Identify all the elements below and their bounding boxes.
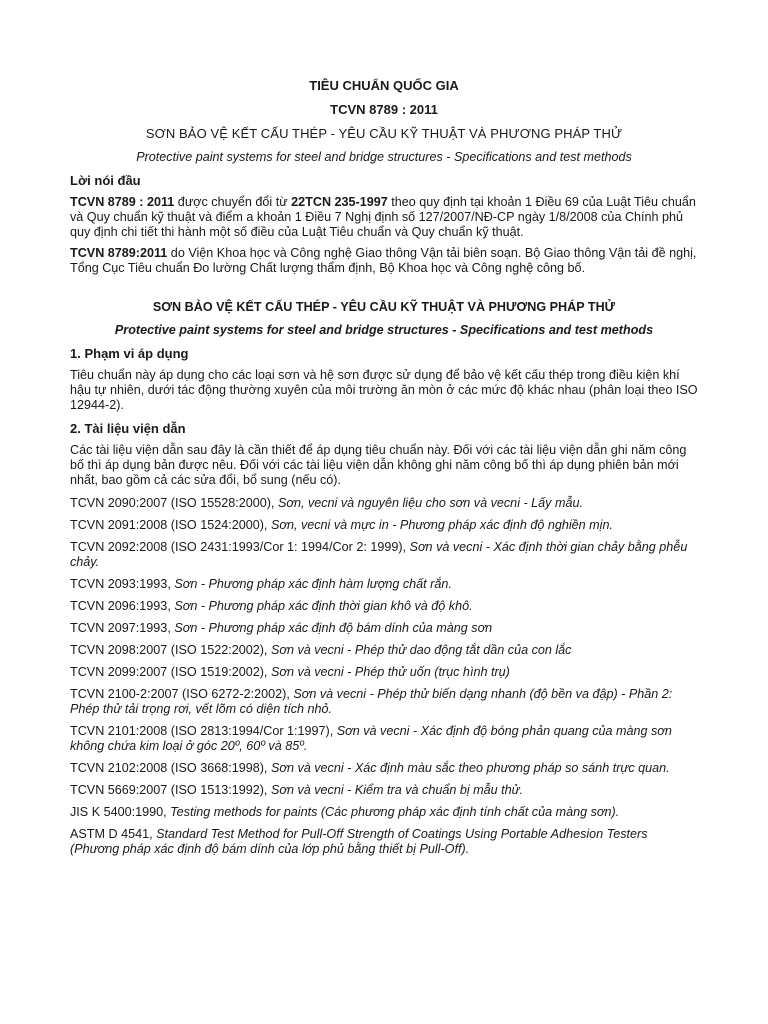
reference-code: TCVN 2099:2007 (ISO 1519:2002), xyxy=(70,665,271,679)
foreword-text: được chuyển đổi từ xyxy=(174,195,292,209)
reference-title: Sơn và vecni - Phép thử uốn (trục hình trụ) xyxy=(270,665,510,679)
reference-title: Sơn và vecni - Phép thử dao động tắt dần của con lắc xyxy=(270,643,572,657)
reference-item xyxy=(70,761,698,776)
document-page xyxy=(70,78,698,864)
reference-code: TCVN 2101:2008 (ISO 2813:1994/Cor 1:1997), xyxy=(70,724,337,738)
reference-item xyxy=(70,577,698,592)
reference-code: TCVN 2097:1993, xyxy=(70,621,175,635)
reference-title: Sơn, vecni và mực in - Phương pháp xác định độ nghiền mịn. xyxy=(270,518,613,532)
reference-title: Sơn và vecni - Xác định độ bóng phản quang của màng sơn không chứa kim loại ở góc 20º, 60º và 85º. xyxy=(70,724,672,753)
reference-title: Sơn và vecni - Phép thử biến dạng nhanh (độ bền va đập) - Phần 2: Phép thử tải trọng rơi, vết lõm có diện tích nhỏ. xyxy=(70,687,673,716)
reference-item xyxy=(70,827,698,857)
reference-item xyxy=(70,496,698,511)
reference-item xyxy=(70,687,698,717)
reference-code: JIS K 5400:1990, xyxy=(70,805,171,819)
reference-code: TCVN 2100-2:2007 (ISO 6272-2:2002), xyxy=(70,687,294,701)
references-intro: Các tài liệu viện dẫn sau đây là cần thiết để áp dụng tiêu chuẩn này. Đối với các tài liệu viện dẫn ghi năm công bố thì áp dụng bản được nêu. Đối với các tài liệu viện dẫn không ghi năm công bố thì áp dụng phiên bản mới nhất, bao gồm cả các sửa đổi, bổ sung (nếu có). xyxy=(70,443,687,487)
foreword-code: TCVN 8789:2011 xyxy=(70,246,168,260)
foreword-heading: Lời nói đầu xyxy=(70,173,141,188)
section-title-vi: SƠN BẢO VỆ KẾT CẤU THÉP - YÊU CẦU KỸ THUẬT VÀ PHƯƠNG PHÁP THỬ xyxy=(152,300,616,314)
foreword-paragraph-1 xyxy=(70,195,698,240)
reference-title: Sơn và vecni - Kiểm tra và chuẩn bị mẫu thử. xyxy=(270,783,524,797)
reference-item xyxy=(70,665,698,680)
references-heading: 2. Tài liệu viện dẫn xyxy=(70,421,186,436)
reference-item xyxy=(70,518,698,533)
foreword-old-code: 22TCN 235-1997 xyxy=(291,195,388,209)
standard-title-en: Protective paint systems for steel and bridge structures - Specifications and test methods xyxy=(136,150,632,164)
reference-title: Sơn và vecni - Xác định thời gian chảy bằng phễu chảy. xyxy=(70,540,688,569)
reference-code: TCVN 2093:1993, xyxy=(70,577,175,591)
scope-heading: 1. Phạm vi áp dụng xyxy=(70,346,189,361)
reference-item xyxy=(70,805,698,820)
standard-title-vi: SƠN BẢO VỆ KẾT CẤU THÉP - YÊU CẦU KỸ THUẬT VÀ PHƯƠNG PHÁP THỬ xyxy=(145,126,623,141)
reference-title: Sơn - Phương pháp xác định thời gian khô và độ khô. xyxy=(174,599,473,613)
foreword-code: TCVN 8789 : 2011 xyxy=(70,195,175,209)
reference-code: TCVN 2092:2008 (ISO 2431:1993/Cor 1: 1994/Cor 2: 1999), xyxy=(70,540,410,554)
reference-title: Sơn - Phương pháp xác định hàm lượng chất rắn. xyxy=(174,577,452,591)
foreword-text: theo quy định tại khoản 1 Điều 69 của Luật Tiêu chuẩn và Quy chuẩn kỹ thuật và điểm a khoản 1 Điều 7 Nghị định số 127/2007/NĐ-CP ngày 1/8/2008 của Chính phủ quy định chi tiết thi hành một số điều của Luật Tiêu chuẩn và Quy chuẩn kỹ thuật. xyxy=(70,195,696,239)
reference-code: TCVN 2090:2007 (ISO 15528:2000), xyxy=(70,496,278,510)
reference-item xyxy=(70,783,698,798)
reference-title: Standard Test Method for Pull-Off Strength of Coatings Using Portable Adhesion Testers (Phương pháp xác định độ bám dính của lớp phủ bằng thiết bị Pull-Off). xyxy=(70,827,648,856)
reference-code: TCVN 2098:2007 (ISO 1522:2002), xyxy=(70,643,271,657)
reference-title: Testing methods for paints (Các phương pháp xác định tính chất của màng sơn). xyxy=(170,805,620,819)
scope-text: Tiêu chuẩn này áp dụng cho các loại sơn và hệ sơn được sử dụng để bảo vệ kết cấu thép trong điều kiện khí hậu tự nhiên, dưới tác động thường xuyên của môi trường ăn mòn ở các mức độ khác nhau (phân loại theo ISO 12944-2). xyxy=(70,368,698,412)
reference-code: TCVN 2102:2008 (ISO 3668:1998), xyxy=(70,761,271,775)
national-standard-label: TIÊU CHUẨN QUỐC GIA xyxy=(309,78,459,93)
references-list xyxy=(70,496,698,857)
reference-item xyxy=(70,621,698,636)
section-title-en: Protective paint systems for steel and bridge structures - Specifications and test methods xyxy=(114,323,654,337)
standard-code: TCVN 8789 : 2011 xyxy=(330,102,438,117)
reference-code: ASTM D 4541, xyxy=(70,827,157,841)
reference-item xyxy=(70,643,698,658)
reference-code: TCVN 2091:2008 (ISO 1524:2000), xyxy=(70,518,271,532)
reference-code: TCVN 2096:1993, xyxy=(70,599,175,613)
reference-item xyxy=(70,724,698,754)
reference-item xyxy=(70,599,698,614)
reference-code: TCVN 5669:2007 (ISO 1513:1992), xyxy=(70,783,271,797)
foreword-text: do Viện Khoa học và Công nghệ Giao thông Vận tải biên soạn. Bộ Giao thông Vận tải đề nghị, Tổng Cục Tiêu chuẩn Đo lường Chất lượng thẩm định, Bộ Khoa học và Công nghệ công bố. xyxy=(70,246,697,275)
reference-title: Sơn và vecni - Xác định màu sắc theo phương pháp so sánh trực quan. xyxy=(270,761,670,775)
reference-title: Sơn, vecni và nguyên liệu cho sơn và vecni - Lấy mẫu. xyxy=(277,496,583,510)
reference-title: Sơn - Phương pháp xác định độ bám dính của màng sơn xyxy=(174,621,493,635)
reference-item xyxy=(70,540,698,570)
foreword-paragraph-2 xyxy=(70,246,698,276)
